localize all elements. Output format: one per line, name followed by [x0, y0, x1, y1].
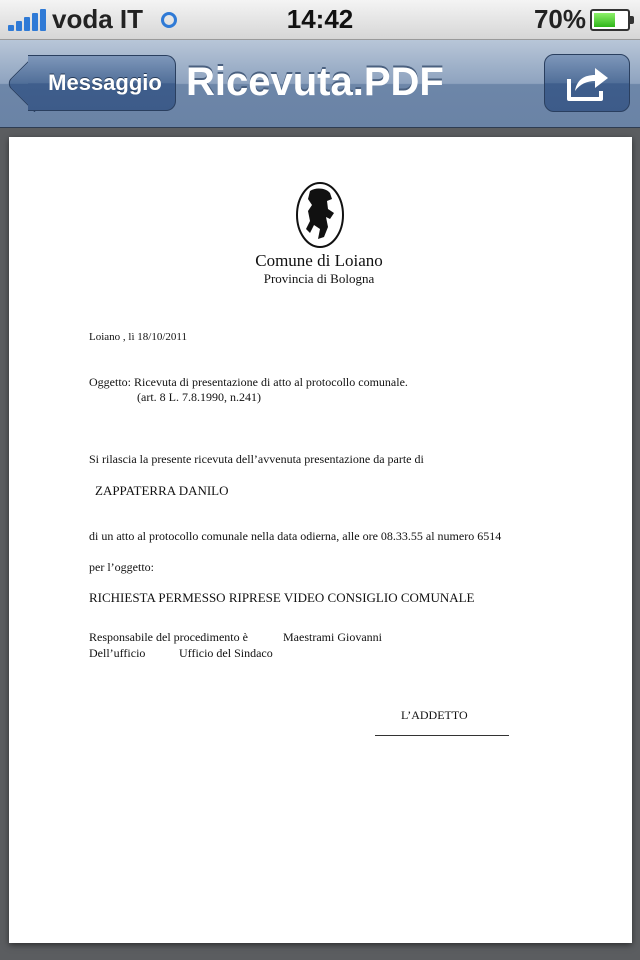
signature-line — [375, 735, 509, 736]
coat-of-arms-icon — [294, 181, 346, 249]
responsabile-value: Maestrami Giovanni — [283, 630, 382, 644]
battery-percentage: 70% — [533, 4, 586, 34]
responsabile-label: Responsabile del procedimento è — [89, 630, 248, 644]
provincia-heading: Provincia di Bologna — [263, 271, 375, 286]
ufficio-value: Ufficio del Sindaco — [179, 646, 273, 660]
status-bar — [0, 0, 640, 40]
applicant-name: ZAPPATERRA DANILO — [95, 483, 229, 498]
place-date: Loiano , lì 18/10/2011 — [89, 331, 187, 343]
addetto-label: L’ADDETTO — [401, 708, 468, 722]
oggetto-line: Oggetto: Ricevuta di presentazione di atto al protocollo comunale. — [89, 375, 408, 389]
share-icon — [565, 65, 611, 103]
wifi-icon — [161, 12, 177, 28]
intro-text: Si rilascia la presente ricevuta dell’avvenuta presentazione da parte di — [89, 452, 424, 466]
comune-heading: Comune di Loiano — [255, 251, 383, 270]
share-button[interactable] — [544, 54, 630, 112]
ufficio-label: Dell’ufficio — [89, 646, 146, 660]
navigation-bar — [0, 40, 640, 128]
oggetto-reference: (art. 8 L. 7.8.1990, n.241) — [137, 390, 261, 404]
per-oggetto-label: per l’oggetto: — [89, 560, 154, 574]
nav-title: Ricevuta.PDF — [186, 60, 444, 104]
subject-text: RICHIESTA PERMESSO RIPRESE VIDEO CONSIGLIO COMUNALE — [89, 590, 475, 605]
back-button-label: Messaggio — [48, 70, 162, 95]
atto-details: di un atto al protocollo comunale nella data odierna, alle ore 08.33.55 al numero 6514 — [89, 529, 502, 543]
pdf-page[interactable] — [9, 137, 632, 943]
status-time: 14:42 — [286, 4, 354, 34]
carrier-name: voda IT — [52, 4, 144, 34]
signal-icon — [8, 9, 48, 31]
battery-icon — [590, 9, 630, 31]
